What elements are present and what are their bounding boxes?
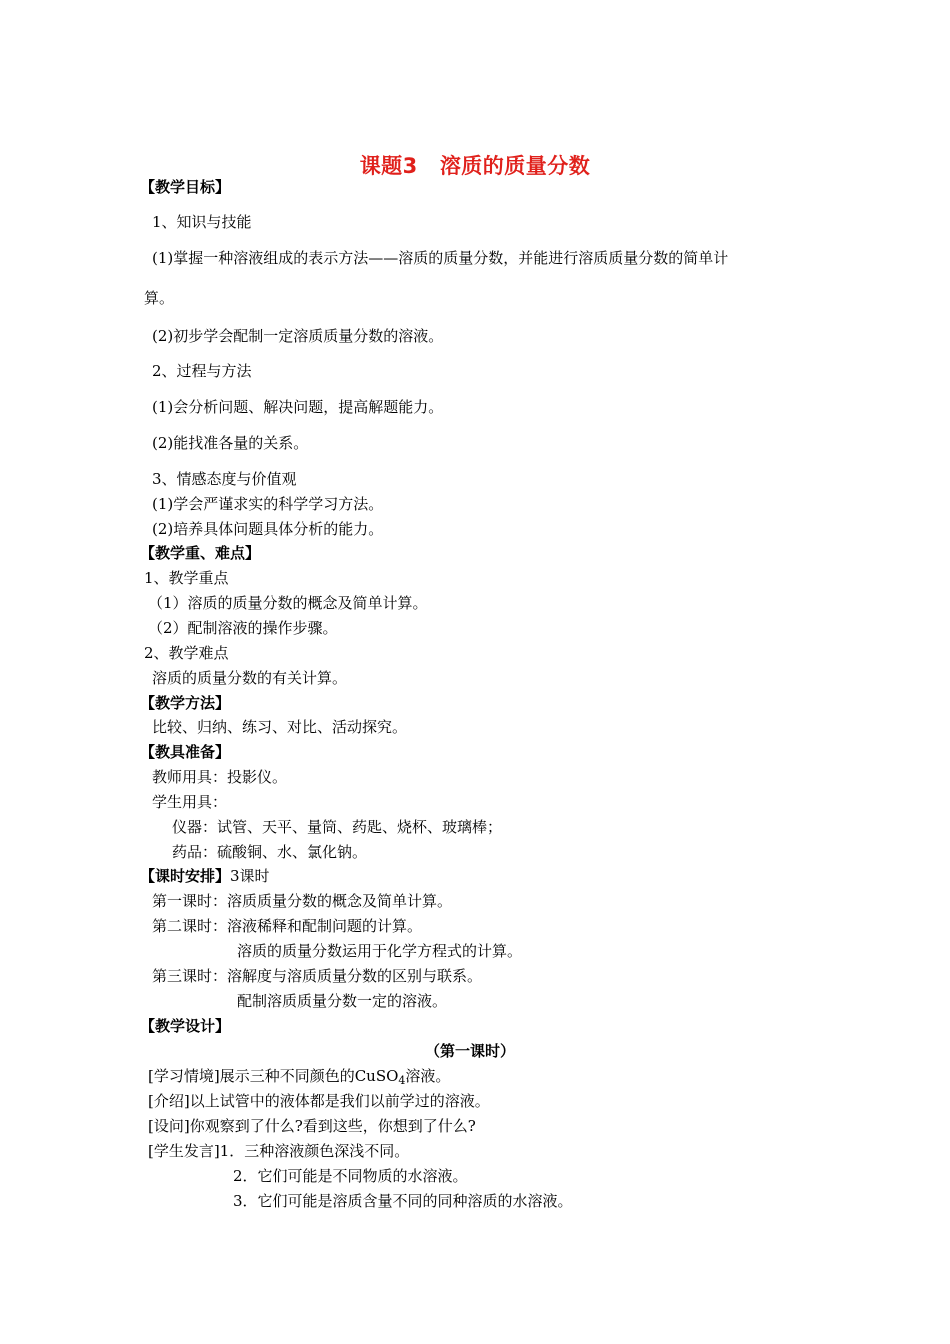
keypoints-diff-title: 2、教学难点	[144, 644, 229, 662]
design-heading: 【教学设计】	[140, 1017, 231, 1035]
equipment-student: 学生用具：	[152, 793, 228, 811]
design-student-2: 2．它们可能是不同物质的水溶液。	[233, 1167, 468, 1185]
objectives-item1-a-line1: (1)掌握一种溶液组成的表示方法——溶质的质量分数，并能进行溶质质量分数的简单计	[152, 249, 729, 267]
objectives-item1-a-line2: 算。	[144, 289, 175, 307]
equipment-chemicals: 药品：硫酸铜、水、氯化钠。	[172, 843, 368, 861]
equipment-heading: 【教具准备】	[140, 743, 231, 761]
design-intro: [介绍]以上试管中的液体都是我们以前学过的溶液。	[148, 1092, 490, 1110]
methods-heading: 【教学方法】	[140, 694, 231, 712]
objectives-item2-a: (1)会分析问题、解决问题，提高解题能力。	[152, 398, 444, 416]
equipment-teacher: 教师用具：投影仪。	[152, 768, 288, 786]
design-student-3: 3．它们可能是溶质含量不同的同种溶质的水溶液。	[233, 1192, 573, 1210]
title-main: 溶质的质量分数	[439, 154, 591, 178]
title-prefix: 课题3	[359, 154, 418, 178]
methods-text: 比较、归纳、练习、对比、活动探究。	[152, 718, 408, 736]
keypoints-heading: 【教学重、难点】	[140, 544, 261, 562]
objectives-item3: 3、情感态度与价值观	[152, 470, 297, 488]
objectives-item2: 2、过程与方法	[152, 362, 252, 380]
equipment-instruments: 仪器：试管、天平、量筒、药匙、烧杯、玻璃棒；	[172, 818, 503, 836]
schedule-first: 第一课时：溶质质量分数的概念及简单计算。	[152, 892, 453, 910]
design-question: [设问]你观察到了什么?看到这些，你想到了什么?	[148, 1117, 476, 1135]
schedule-heading-line	[140, 866, 270, 886]
objectives-heading: 【教学目标】	[140, 178, 231, 196]
keypoints-key-title: 1、教学重点	[144, 569, 229, 587]
schedule-heading-tail: 3课时	[230, 867, 270, 885]
schedule-heading: 【课时安排】	[140, 867, 231, 885]
keypoints-diff-a: 溶质的质量分数的有关计算。	[152, 669, 348, 687]
objectives-item3-a: (1)学会严谨求实的科学学习方法。	[152, 495, 384, 513]
objectives-item1-b: (2)初步学会配制一定溶质质量分数的溶液。	[152, 327, 444, 345]
keypoints-key-b: （2）配制溶液的操作步骤。	[148, 619, 338, 637]
schedule-second-a: 第二课时：溶液稀释和配制问题的计算。	[152, 917, 423, 935]
objectives-item2-b: (2)能找准各量的关系。	[152, 434, 309, 452]
page-title	[0, 150, 950, 180]
schedule-third-b: 配制溶质质量分数一定的溶液。	[237, 992, 448, 1010]
design-situation-sub: 4	[398, 1074, 406, 1087]
keypoints-key-a: （1）溶质的质量分数的概念及简单计算。	[148, 594, 428, 612]
design-situation-post: 溶液。	[405, 1067, 451, 1085]
design-student-1: [学生发言]1．三种溶液颜色深浅不同。	[148, 1142, 410, 1160]
objectives-item1: 1、知识与技能	[152, 213, 252, 231]
schedule-second-b: 溶质的质量分数运用于化学方程式的计算。	[237, 942, 523, 960]
design-situation	[148, 1066, 450, 1091]
schedule-third-a: 第三课时：溶解度与溶质质量分数的区别与联系。	[152, 967, 483, 985]
design-situation-pre: [学习情境]展示三种不同颜色的CuSO	[148, 1067, 399, 1085]
objectives-item3-b: (2)培养具体问题具体分析的能力。	[152, 520, 384, 538]
design-lesson-title: （第一课时）	[425, 1042, 516, 1060]
